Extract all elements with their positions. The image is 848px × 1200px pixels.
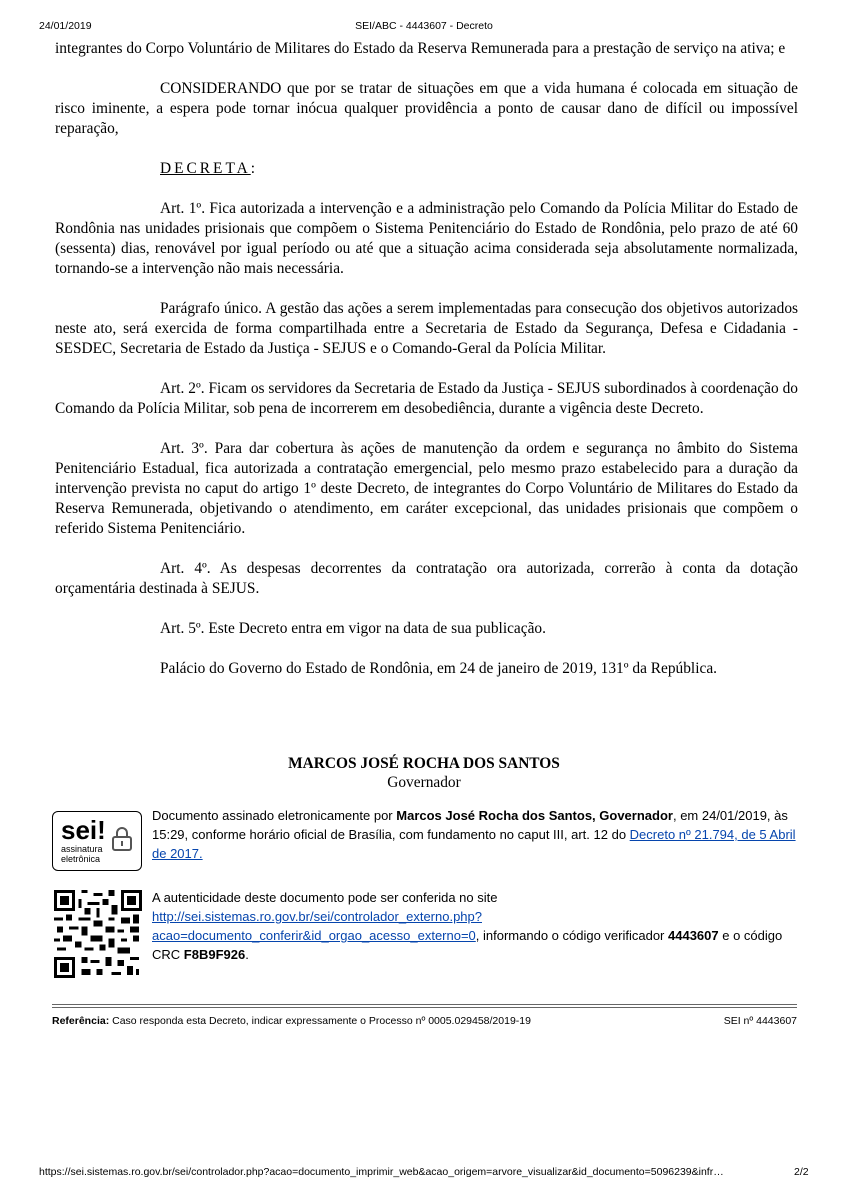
sei-logo-text: sei!: [61, 815, 106, 845]
signature-statement: Documento assinado eletronicamente por Marcos José Rocha dos Santos, Governador, em 24/01/2019, às 15:29, conforme horário oficial de Brasília, com fundamento no caput III, art. 12 do Decreto nº 21.794, de 5 Abril de 2017.: [152, 808, 796, 861]
paragraph-continuation: integrantes do Corpo Voluntário de Militares do Estado da Reserva Remunerada para a prestação de serviço na ativa; e: [55, 40, 786, 57]
verification-link[interactable]: http://sei.sistemas.ro.gov.br/sei/controlador_externo.php? acao=documento_conferir&id_orgao_acesso_externo=0: [152, 909, 482, 943]
reference-line: [52, 1014, 797, 1028]
qr-code-icon: [54, 890, 142, 978]
authenticity-box: [52, 888, 797, 980]
print-title: SEI/ABC - 4443607 - Decreto: [355, 20, 493, 32]
print-date: 24/01/2019: [39, 20, 92, 32]
article-4: Art. 4º. As despesas decorrentes da contratação ora autorizada, correrão à conta da dotação orçamentária destinada à SEJUS.: [55, 560, 798, 597]
verifier-code: 4443607: [668, 928, 719, 943]
closing-statement: Palácio do Governo do Estado de Rondônia, em 24 de janeiro de 2019, 131º da República.: [160, 660, 717, 677]
crc-code: F8B9F926: [183, 947, 246, 962]
paragraph-considerando: CONSIDERANDO que por se tratar de situações em que a vida humana é colocada em situação de risco iminente, a espera pode tornar inócua qualquer providência a ponto de causar dano de difícil ou impossível reparação,: [55, 80, 798, 137]
divider-bottom: [52, 1007, 797, 1008]
signature-block: [0, 754, 848, 792]
article-2: Art. 2º. Ficam os servidores da Secretaria de Estado da Justiça - SEJUS subordinados à coordenação do Comando da Polícia Militar, sob pena de incorrerem em desobediência, durante a vigência deste Decreto.: [55, 380, 798, 417]
page-number: 2/2: [794, 1166, 809, 1178]
article-3: Art. 3º. Para dar cobertura às ações de manutenção da ordem e segurança no âmbito do Sistema Penitenciário Estadual, fica autorizada a contratação emergencial, pelo mesmo prazo estabelecido para a duração da intervenção prevista no caput do artigo 1º deste Decreto, de integrantes do Corpo Voluntário de Militares do Estado da Reserva Remunerada, objetivando o atendimento, em caráter excepcional, das unidades prisionais que compõem o referido Sistema Penitenciário.: [55, 440, 798, 537]
print-url: https://sei.sistemas.ro.gov.br/sei/controlador.php?acao=documento_imprimir_web&acao_origem=arvore_visualizar&id_documento=5096239&infr…: [39, 1166, 724, 1178]
paragraph-decreta: [55, 159, 798, 179]
authenticity-statement: A autenticidade deste documento pode ser conferida no site http://sei.sistemas.ro.gov.br/sei/controlador_externo.php? acao=documento_conferir&id_orgao_acesso_externo=0, informando o código verificador 4443607 e o código CRC F8B9F926.: [152, 890, 783, 962]
sei-number: SEI nº 4443607: [723, 1015, 797, 1027]
paragraph-unico: Parágrafo único. A gestão das ações a serem implementadas para consecução dos objetivos autorizados neste ato, será exercida de forma compartilhada entre a Secretaria de Estado da Segurança, Defesa e Cidadania - SESDEC, Secretaria de Estado da Justiça - SEJUS e o Comando-Geral da Polícia Militar.: [55, 300, 798, 357]
electronic-signature-box: [52, 806, 797, 876]
decreta-colon: :: [250, 160, 256, 177]
document-body: [55, 39, 798, 679]
signer-role: Governador: [387, 774, 461, 791]
article-1: Art. 1º. Fica autorizada a intervenção e a administração pelo Comando da Polícia Militar do Estado de Rondônia nas unidades prisionais que compõem o Sistema Penitenciário do Estado de Rondônia, pelo prazo de até 60 (sessenta) dias, renovável por igual período ou até que a situação acima considerada seja absolutamente normalizada, tornando-se a intervenção não mais necessária.: [55, 200, 798, 277]
sei-logo-subtitle: assinatura eletrônica: [61, 844, 103, 864]
decreta-heading: DECRETA: [160, 160, 251, 177]
reference-text: Caso responda esta Decreto, indicar expressamente o Processo nº 0005.029458/2019-19: [109, 1015, 531, 1027]
print-header: [0, 20, 848, 34]
divider-top: [52, 1004, 797, 1005]
lock-icon: [111, 826, 133, 852]
signer-highlight: Marcos José Rocha dos Santos, Governador: [396, 808, 673, 823]
decree-link[interactable]: Decreto nº 21.794, de 5 Abril de 2017.: [152, 827, 796, 861]
sei-logo: [52, 811, 142, 871]
reference-label: Referência:: [52, 1015, 110, 1027]
article-5: Art. 5º. Este Decreto entra em vigor na data de sua publicação.: [160, 620, 546, 637]
signer-name: MARCOS JOSÉ ROCHA DOS SANTOS: [288, 755, 560, 772]
